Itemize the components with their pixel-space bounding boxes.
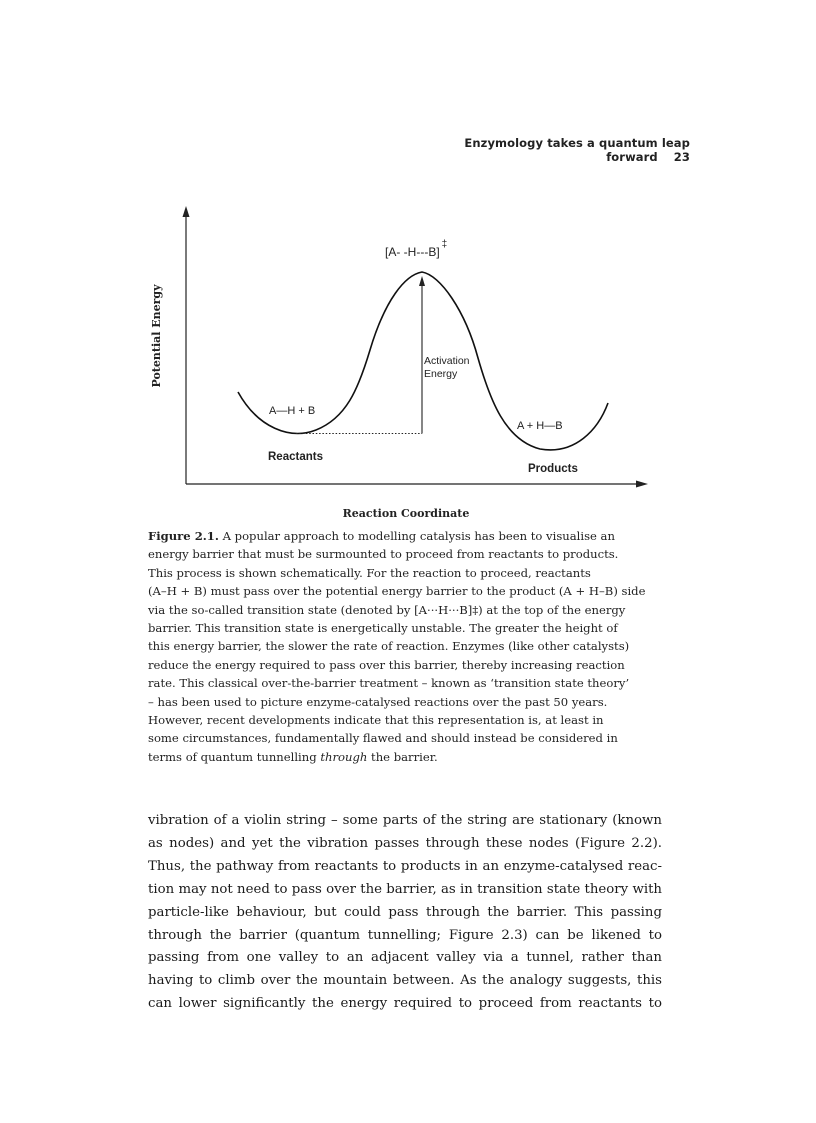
- x-axis-label: Reaction Coordinate: [342, 507, 470, 520]
- body-line: tion may not need to pass over the barrier, as in transition state theory with: [148, 881, 662, 897]
- transition-state-label: [385, 239, 447, 259]
- caption-line: some circumstances, fundamentally flawed and should instead be considered in: [148, 731, 618, 746]
- x-axis-arrowhead: [636, 481, 648, 488]
- y-axis-label: Potential Energy: [150, 284, 163, 388]
- body-line: passing from one valley to an adjacent valley via a tunnel, rather than: [148, 950, 662, 966]
- running-header: [380, 136, 690, 164]
- activation-arrowhead: [419, 276, 425, 286]
- caption-line: (A–H + B) must pass over the potential energy barrier to the product (A + H–B) side: [148, 584, 646, 599]
- caption-line: Figure 2.1. A popular approach to modelling catalysis has been to visualise an: [148, 529, 615, 543]
- caption-line: via the so-called transition state (denoted by [A···H···B]‡) at the top of the energy: [148, 602, 626, 617]
- body-line: as nodes) and yet the vibration passes through these nodes (Figure 2.2).: [148, 835, 662, 851]
- reactants-label: Reactants: [268, 451, 323, 463]
- double-dagger-symbol: ‡: [441, 239, 448, 250]
- caption-line: energy barrier that must be surmounted to proceed from reactants to products.: [148, 547, 619, 562]
- body-line: through the barrier (quantum tunnelling; Figure 2.3) can be likened to: [148, 927, 662, 943]
- activation-label-line1: Activation: [424, 355, 470, 367]
- caption-line: This process is shown schematically. For the reaction to proceed, reactants: [148, 565, 591, 580]
- body-paragraph: [148, 810, 662, 1016]
- body-line: Thus, the pathway from reactants to products in an enzyme-catalysed reac-: [148, 858, 662, 874]
- product-species-label: A + H—B: [517, 420, 563, 432]
- body-line: vibration of a violin string – some parts of the string are stationary (known: [148, 813, 662, 828]
- caption-line: this energy barrier, the slower the rate of reaction. Enzymes (like other catalysts): [148, 639, 630, 654]
- caption-line: rate. This classical over-the-barrier treatment – known as ‘transition state theory’: [148, 676, 630, 691]
- energy-diagram: [0, 190, 816, 525]
- figure-caption: [148, 527, 654, 766]
- running-title: Enzymology takes a quantum leap forward: [464, 136, 690, 164]
- caption-line: However, recent developments indicate that this representation is, at least in: [148, 713, 604, 728]
- products-label: Products: [528, 463, 578, 475]
- italic-through: through: [320, 749, 368, 764]
- transition-state-text: [A- -H---B]: [385, 245, 440, 259]
- body-line: can lower significantly the energy required to proceed from reactants to: [148, 996, 662, 1012]
- y-axis-arrowhead: [183, 206, 190, 217]
- caption-line: – has been used to picture enzyme-catalysed reactions over the past 50 years.: [148, 694, 608, 709]
- body-line: particle-like behaviour, but could pass through the barrier. This passing: [148, 904, 662, 920]
- activation-label-line2: Energy: [424, 368, 458, 380]
- caption-line: reduce the energy required to pass over this barrier, thereby increasing reaction: [148, 657, 625, 672]
- body-line: having to climb over the mountain between. As the analogy suggests, this: [148, 973, 662, 989]
- reactant-species-label: A—H + B: [269, 405, 316, 417]
- caption-line: barrier. This transition state is energetically unstable. The greater the height of: [148, 621, 618, 636]
- page-number: 23: [673, 150, 690, 164]
- figure-label: Figure 2.1.: [148, 529, 219, 543]
- caption-line-last: terms of quantum tunnelling through the barrier.: [148, 749, 438, 764]
